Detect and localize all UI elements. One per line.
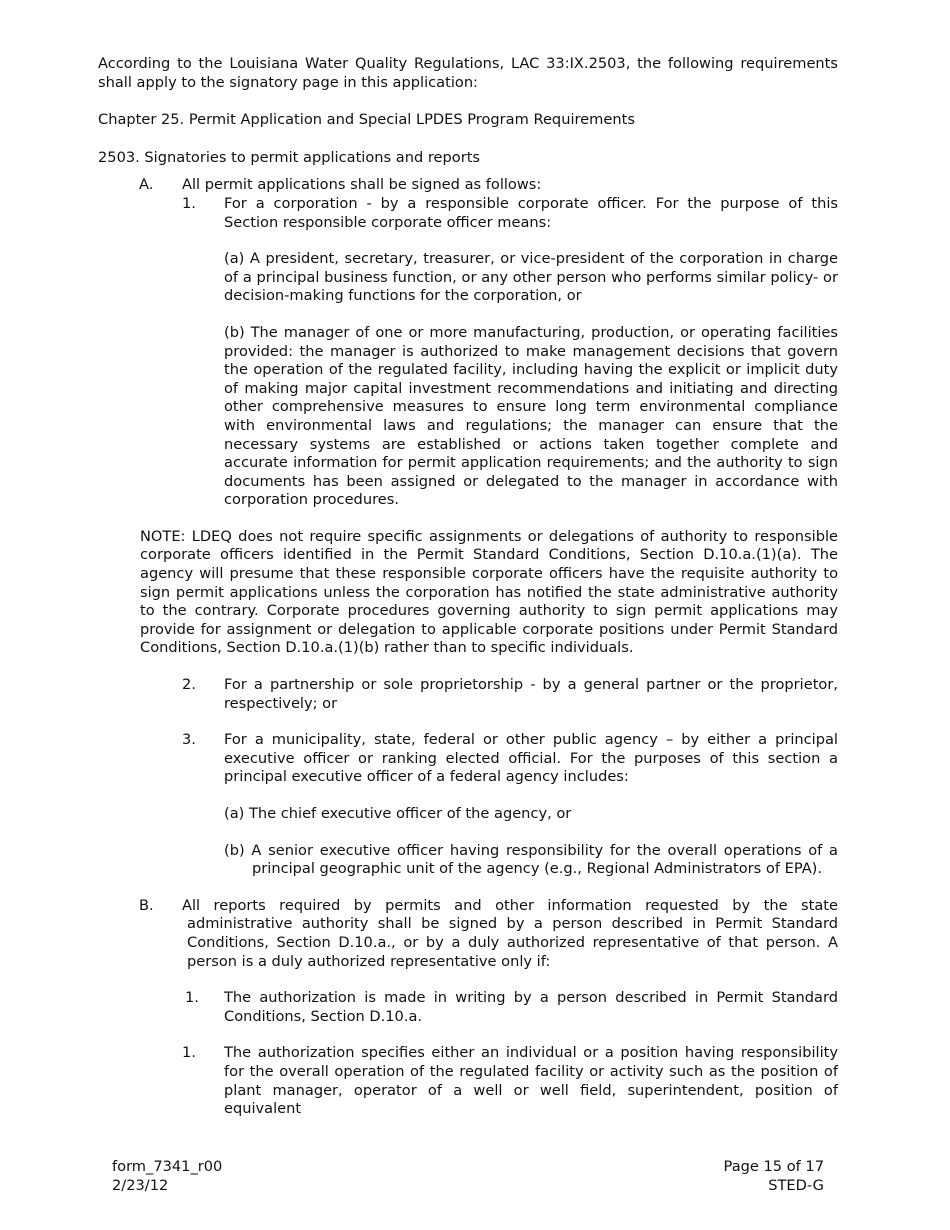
b-item-1-label: 1. xyxy=(185,989,199,1007)
form-code: STED-G xyxy=(768,1177,824,1194)
section-b-label: B. xyxy=(139,896,154,914)
footer-left xyxy=(112,1157,222,1195)
item-3-sub-a: (a) The chief executive officer of the agency, or xyxy=(224,805,572,822)
section-a-item-2 xyxy=(182,676,838,713)
item-1-text: For a corporation - by a responsible corporate officer. For the purpose of this Section responsible corporate officer means: xyxy=(224,194,838,231)
section-a-label: A. xyxy=(139,176,154,194)
section-b-item-1 xyxy=(185,989,838,1026)
item-3-text: For a municipality, state, federal or other public agency – by either a principal executive officer or ranking elected official. For the purposes of this section a principal executive officer of a federal agency includes: xyxy=(224,731,838,786)
item-2-text: For a partnership or sole proprietorship - by a general partner or the proprietor, respectively; or xyxy=(224,676,838,712)
section-b xyxy=(139,897,838,971)
intro-paragraph: According to the Louisiana Water Quality Regulations, LAC 33:IX.2503, the following requirements shall apply to the signatory page in this application: xyxy=(98,55,838,91)
form-id: form_7341_r00 xyxy=(112,1158,223,1175)
section-a-item-1 xyxy=(182,195,838,232)
item-1-sub-b: (b) The manager of one or more manufacturing, production, or operating facilities provided: the manager is authorized to make management decisions that govern the operation of the regulated facility, including having the explicit or implicit duty of making major capital investment recommendations and initiating and directing other comprehensive measures to ensure long term environmental compliance with environmental laws and regulations; the manager can ensure that the necessary systems are established or actions taken together complete and accurate information for permit application requirements; and the authority to sign documents has been assigned or delegated to the manager in accordance with corporation procedures. xyxy=(224,323,838,509)
document-page xyxy=(98,55,838,1119)
b-item-2-text: The authorization specifies either an individual or a position having responsibility for the overall operation of the regulated facility or activity such as the position of plant manager, operator of a well or well field, superintendent, position of equivalent xyxy=(224,1044,838,1118)
item-2-label: 2. xyxy=(182,676,196,694)
footer-right xyxy=(724,1157,824,1195)
form-date: 2/23/12 xyxy=(112,1177,169,1194)
section-heading: 2503. Signatories to permit applications and reports xyxy=(98,148,481,166)
page-number: Page 15 of 17 xyxy=(723,1158,824,1175)
chapter-heading: Chapter 25. Permit Application and Special LPDES Program Requirements xyxy=(98,111,635,129)
item-3-label: 3. xyxy=(182,731,196,749)
item-3-sub-b: (b) A senior executive officer having responsibility for the overall operations of a principal geographic unit of the agency (e.g., Regional Administrators of EPA). xyxy=(224,841,838,878)
section-b-item-2 xyxy=(182,1044,838,1118)
page-footer xyxy=(112,1157,824,1195)
section-b-text: All reports required by permits and other information requested by the state administrative authority shall be signed by a person described in Permit Standard Conditions, Section D.10.a., or by a duly authorized representative of that person. A person is a duly authorized representative only if: xyxy=(182,896,838,970)
b-item-1-text: The authorization is made in writing by a person described in Permit Standard Conditions, Section D.10.a. xyxy=(224,989,838,1025)
item-1-sub-a: (a) A president, secretary, treasurer, or vice-president of the corporation in charge of a principal business function, or any other person who performs similar policy- or decision-making functions for the corporation, or xyxy=(224,250,838,305)
section-a-text: All permit applications shall be signed as follows: xyxy=(182,176,542,194)
section-a xyxy=(139,176,838,195)
item-1-label: 1. xyxy=(182,194,196,212)
note-paragraph: NOTE: LDEQ does not require specific assignments or delegations of authority to responsible corporate officers identified in the Permit Standard Conditions, Section D.10.a.(1)(a). The agency will presume that these responsible corporate officers have the requisite authority to sign permit applications unless the corporation has notified the state administrative authority to the contrary. Corporate procedures governing authority to sign permit applications may provide for assignment or delegation to applicable corporate positions under Permit Standard Conditions, Section D.10.a.(1)(b) rather than to specific individuals. xyxy=(140,527,838,657)
section-a-item-3 xyxy=(182,731,838,787)
b-item-2-label: 1. xyxy=(182,1044,196,1062)
